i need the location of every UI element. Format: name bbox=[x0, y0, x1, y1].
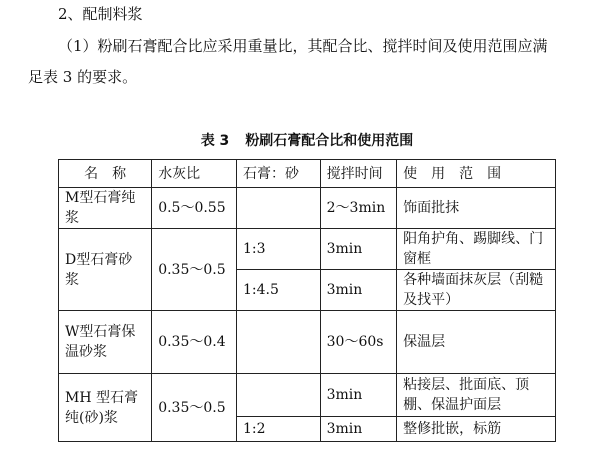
cell-ratio: 1:3 bbox=[237, 229, 321, 270]
cell-time: 3min bbox=[320, 417, 396, 442]
cell-scope: 整修批嵌，标筋 bbox=[397, 417, 556, 442]
header-scope: 使 用 范 围 bbox=[397, 160, 556, 188]
cell-time: 3min bbox=[320, 229, 396, 270]
paragraph-line-2: 足表 3 的要求。 bbox=[28, 68, 138, 86]
header-time: 搅拌时间 bbox=[320, 160, 396, 188]
section-heading: 2、配制料浆 bbox=[58, 5, 143, 23]
cell-name: W型石膏保温砂浆 bbox=[59, 311, 152, 374]
mix-ratio-table bbox=[58, 159, 556, 442]
cell-water-ash: 0.35～0.4 bbox=[152, 311, 237, 374]
cell-scope: 粘接层、批面底、顶棚、保温护面层 bbox=[397, 374, 556, 417]
cell-time: 3min bbox=[320, 270, 396, 311]
cell-time: 30～60s bbox=[320, 311, 396, 374]
cell-time: 3min bbox=[320, 374, 396, 417]
cell-ratio bbox=[237, 188, 321, 229]
cell-water-ash: 0.5～0.55 bbox=[152, 188, 237, 229]
cell-ratio bbox=[237, 374, 321, 417]
table-header-row bbox=[59, 160, 556, 188]
header-ratio: 石膏：砂 bbox=[237, 160, 321, 188]
cell-name: M型石膏纯浆 bbox=[59, 188, 152, 229]
cell-scope: 阳角护角、踢脚线、门窗框 bbox=[397, 229, 556, 270]
table-caption-number: 表 3 bbox=[200, 133, 230, 149]
cell-scope: 饰面批抹 bbox=[397, 188, 556, 229]
header-water-ash: 水灰比 bbox=[152, 160, 237, 188]
table-caption bbox=[0, 131, 614, 151]
cell-ratio: 1:2 bbox=[237, 417, 321, 442]
cell-scope: 保温层 bbox=[397, 311, 556, 374]
paragraph-line-1: （1）粉刷石膏配合比应采用重量比，其配合比、搅拌时间及使用范围应满 bbox=[58, 37, 548, 55]
table-row bbox=[59, 311, 556, 374]
cell-water-ash: 0.35～0.5 bbox=[152, 229, 237, 311]
cell-name: MH 型石膏纯(砂)浆 bbox=[59, 374, 152, 442]
table-row bbox=[59, 374, 556, 417]
cell-time: 2～3min bbox=[320, 188, 396, 229]
cell-name: D型石膏砂浆 bbox=[59, 229, 152, 311]
cell-scope: 各种墙面抹灰层（刮糙及找平） bbox=[397, 270, 556, 311]
table-row bbox=[59, 229, 556, 270]
cell-ratio bbox=[237, 311, 321, 374]
header-name: 名 称 bbox=[59, 160, 152, 188]
cell-ratio: 1:4.5 bbox=[237, 270, 321, 311]
table-caption-title: 粉刷石膏配合比和使用范围 bbox=[245, 133, 414, 149]
table-row bbox=[59, 188, 556, 229]
cell-water-ash: 0.35～0.5 bbox=[152, 374, 237, 442]
